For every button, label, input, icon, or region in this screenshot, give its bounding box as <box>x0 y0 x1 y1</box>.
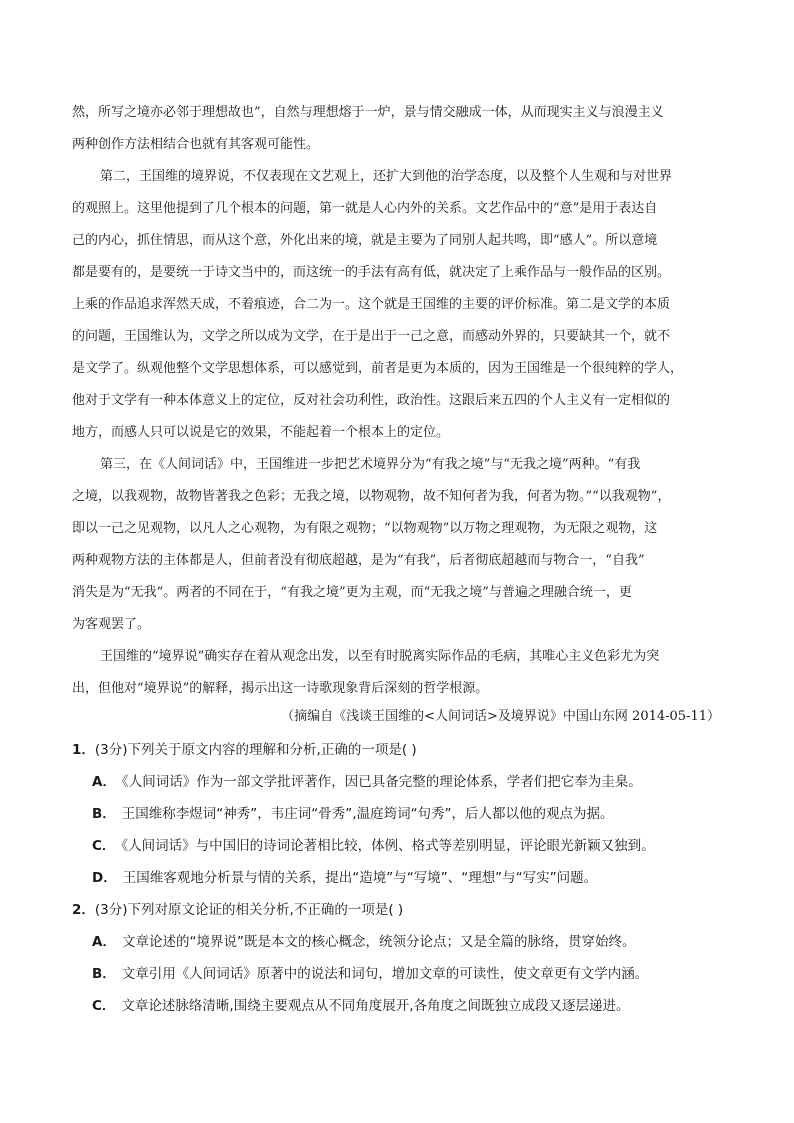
question-2-option-b[interactable] <box>92 964 648 984</box>
option-text: 王国维客观地分析景与情的关系，提出“造境”与“写境”、“理想”与“写实”问题。 <box>122 870 598 886</box>
passage-line: 己的内心，抓住情思，而从这个意，外化出来的境，就是主要为了同别人起共鸣，即“感人”。所以意境 <box>72 233 658 248</box>
question-2-option-c[interactable] <box>92 996 630 1016</box>
passage-line: 两种创作方法相结合也就有其客观可能性。 <box>72 137 320 152</box>
question-2-stem <box>72 900 403 920</box>
passage-line: 为客观罢了。 <box>72 617 151 632</box>
passage-line: 出，但他对“境界说”的解释，揭示出这一诗歌现象背后深刻的哲学根源。 <box>72 681 489 696</box>
passage-source-citation: （摘编自《浅谈王国维的<人间词话>及境界说》中国山东网 2014-05-11） <box>281 709 720 724</box>
option-letter: C． <box>92 838 116 854</box>
option-letter: C． <box>92 998 116 1014</box>
passage-line: 之境，以我观物，故物皆著我之色彩；无我之境，以物观物，故不知何者为我，何者为物。”“以我观物”， <box>72 489 671 504</box>
passage-line: 第二，王国维的境界说，不仅表现在文艺观上，还扩大到他的治学态度，以及整个人生观和与对世界 <box>100 169 673 184</box>
option-letter: A． <box>92 774 116 790</box>
passage-line: 两种观物方法的主体都是人，但前者没有彻底超越，是为“有我”，后者彻底超越而与物合一，“自我” <box>72 553 645 568</box>
question-1-option-a[interactable] <box>92 772 642 792</box>
passage-line: 第三，在《人间词话》中，王国维进一步把艺术境界分为“有我之境”与“无我之境”两种。“有我 <box>100 457 641 472</box>
passage-line: 地方，而感人只可以说是它的效果，不能起着一个根本上的定位。 <box>72 425 450 440</box>
question-text: (3分)下列对原文论证的相关分析,不正确的一项是( ) <box>94 902 404 918</box>
option-text: 王国维称李煜词“神秀”，韦庄词“骨秀”,温庭筠词“句秀”，后人都以他的观点为据。 <box>121 806 614 822</box>
passage-line: 是文学了。纵观他整个文学思想体系，可以感觉到，前者是更为本质的，因为王国维是一个很纯粹的学人， <box>72 361 684 376</box>
question-1-stem <box>72 740 417 760</box>
option-text: 文章引用《人间词话》原著中的说法和词句，增加文章的可读性，使文章更有文学内涵。 <box>121 966 649 982</box>
passage-line: 都是要有的，是要统一于诗文当中的，而这统一的手法有高有低，就决定了上乘作品与一般作品的区别。 <box>72 265 671 280</box>
option-text: 文章论述的“境界说”既是本文的核心概念，统领分论点；又是全篇的脉络，贯穿始终。 <box>121 934 636 950</box>
passage-line: 的问题，王国维认为，文学之所以成为文学，在于是出于一己之意，而感动外界的，只要缺其一个，就不 <box>72 329 671 344</box>
question-1-option-d[interactable] <box>92 868 597 888</box>
question-1-option-c[interactable] <box>92 836 655 856</box>
passage-line: 即以一己之见观物，以凡人之心观物，为有限之观物；“以物观物”以万物之理观物，为无限之观物，这 <box>72 521 658 536</box>
option-letter: B． <box>92 966 116 982</box>
passage-line: 消失是为“无我”。两者的不同在于，“有我之境”更为主观，而“无我之境”与普遍之理融合统一，更 <box>72 585 632 600</box>
passage-line: 然，所写之境亦必邻于理想故也”，自然与理想熔于一炉，景与情交融成一体，从而现实主义与浪漫主义 <box>72 105 664 120</box>
question-2-option-a[interactable] <box>92 932 635 952</box>
option-letter: B． <box>92 806 116 822</box>
option-letter: D． <box>92 870 117 886</box>
question-1-option-b[interactable] <box>92 804 614 824</box>
question-text: (3分)下列关于原文内容的理解和分析,正确的一项是( ) <box>94 742 417 758</box>
passage-line: 的观照上。这里他提到了几个根本的问题，第一就是人心内外的关系。文艺作品中的“意”是用于表达自 <box>72 201 658 216</box>
option-text: 《人间词话》作为一部文学批评著作，因已具备完整的理论体系，学者们把它奉为圭臬。 <box>121 774 642 790</box>
passage-line: 他对于文学有一种本体意义上的定位，反对社会功利性，政治性。这跟后来五四的个人主义有一定相似的 <box>72 393 671 408</box>
option-text: 《人间词话》与中国旧的诗词论著相比较，体例、格式等差别明显，评论眼光新颖又独到。 <box>121 838 655 854</box>
option-letter: A． <box>92 934 116 950</box>
question-number: 1． <box>72 742 95 758</box>
passage-line: 王国维的“境界说”确实存在着从观念出发，以至有时脱离实际作品的毛病，其唯心主义色彩尤为突 <box>100 649 660 664</box>
passage-line: 上乘的作品追求浑然天成，不着痕迹，合二为一。这个就是王国维的主要的评价标准。第二是文学的本质 <box>72 297 671 312</box>
question-number: 2． <box>72 902 95 918</box>
option-text: 文章论述脉络清晰,围绕主要观点从不同角度展开,各角度之间既独立成段又逐层递进。 <box>121 998 630 1014</box>
